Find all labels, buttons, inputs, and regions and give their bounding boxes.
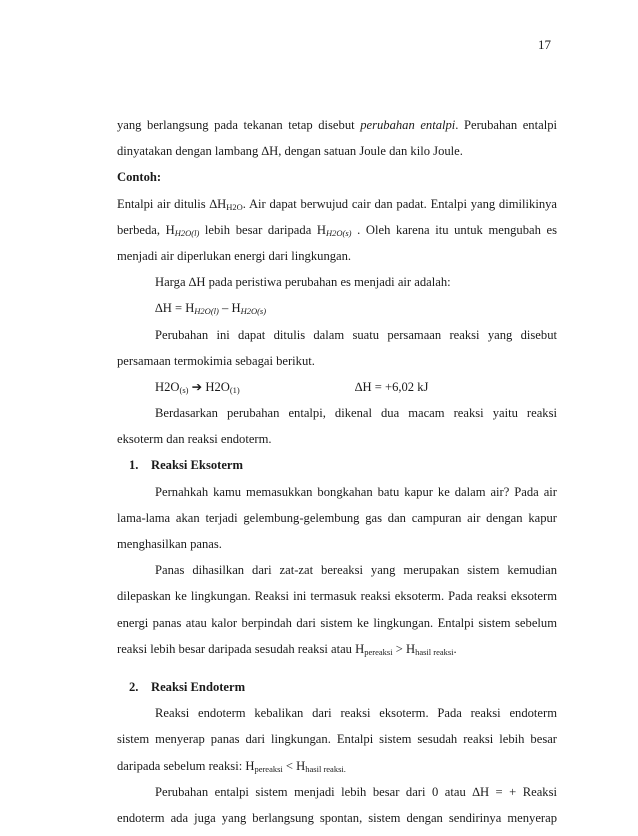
section-title: Reaksi Endoterm (151, 679, 246, 694)
paragraph-line: Perubahan entalpi sistem menjadi lebih besar dari 0 atau ∆H = + Reaksi (155, 784, 557, 799)
subscript: H2O (226, 201, 243, 212)
paragraph-line: endoterm ada juga yang berlangsung spontan, sistem dengan sendirinya menyerap (117, 810, 557, 825)
paragraph-line: lama-lama akan terjadi gelembung-gelembung gas dan campuran air dengan kapur (117, 510, 557, 525)
formula-line (117, 300, 557, 326)
subscript: hasil reaksi (415, 646, 454, 657)
text-segment: Entalpi air ditulis ∆H (117, 196, 227, 211)
section-heading-eksoterm (117, 457, 557, 483)
paragraph-line (117, 758, 557, 784)
text-segment: daripada sebelum reaksi: H (117, 758, 255, 773)
subscript: hasil reaksi. (305, 763, 346, 774)
equation-line (117, 379, 557, 405)
text-segment: > H (392, 641, 416, 656)
text-segment: . Oleh karena itu untuk mengubah es (351, 222, 558, 237)
paragraph-line: Reaksi endoterm kebalikan dari reaksi eksoterm. Pada reaksi endoterm (155, 706, 557, 721)
paragraph-line (117, 641, 557, 667)
subscript: (s) (179, 384, 189, 395)
paragraph-line: Perubahan ini dapat ditulis dalam suatu persamaan reaksi yang disebut (155, 327, 557, 342)
paragraph-line: dinyatakan dengan lambang ∆H, dengan satuan Joule dan kilo Joule. (117, 144, 463, 159)
section-title: Reaksi Eksoterm (151, 458, 243, 473)
contoh-label: Contoh: (117, 170, 162, 185)
paragraph-line (117, 117, 557, 143)
paragraph-line: energi panas atau kalor berpindah dari sistem ke lingkungan. Entalpi sistem sebelum (117, 615, 557, 630)
subscript: H2O(l) (174, 227, 200, 238)
paragraph-line: Panas dihasilkan dari zat-zat bereaksi yang merupakan sistem kemudian (155, 563, 557, 578)
paragraph-line: Berdasarkan perubahan entalpi, dikenal dua macam reaksi yaitu reaksi (155, 406, 557, 421)
text-segment: lebih besar daripada H (199, 222, 327, 237)
text-segment: . Air dapat berwujud cair dan padat. Entalpi yang dimilikinya (242, 196, 557, 211)
text-segment: ∆H = H (155, 301, 195, 316)
text-segment: . Perubahan entalpi (455, 118, 557, 132)
subscript: H2O(s) (326, 227, 352, 238)
paragraph-line: eksoterm dan reaksi endoterm. (117, 432, 272, 447)
subscript: H2O(l) (194, 306, 219, 317)
paragraph-line (117, 222, 557, 248)
subscript: (1) (229, 384, 240, 395)
text-segment: ∆H = +6,02 kJ (354, 379, 429, 394)
paragraph-line: sistem menyerap panas dari lingkungan. Entalpi sistem sesudah reaksi lebih besar (117, 732, 557, 747)
text-segment: – H (218, 301, 241, 316)
paragraph-line: Harga ∆H pada peristiwa perubahan es menjadi air adalah: (155, 275, 451, 290)
paragraph-line: menjadi air diperlukan energi dari lingkungan. (117, 248, 352, 263)
paragraph-line: menghasilkan panas. (117, 537, 222, 551)
section-heading-endoterm (117, 679, 557, 705)
subscript: H2O(s) (240, 306, 267, 317)
text-segment: . (453, 641, 457, 656)
text-segment: H2O (155, 379, 180, 394)
section-number: 2. (129, 679, 139, 694)
italic-term: perubahan entalpi (360, 118, 456, 132)
paragraph-line: persamaan termokimia sebagai berikut. (117, 353, 315, 368)
page-content (117, 117, 557, 836)
paragraph-line: Pernahkah kamu memasukkan bongkahan batu kapur ke dalam air? Pada air (155, 484, 557, 499)
text-segment: < H (282, 758, 306, 773)
subscript: pereaksi (364, 646, 393, 657)
arrow-icon: ➔ (191, 379, 203, 394)
section-number: 1. (129, 458, 139, 473)
text-segment: reaksi lebih besar daripada sesudah reaksi atau H (117, 641, 365, 656)
paragraph-line (117, 196, 557, 222)
text-segment: berbeda, H (117, 222, 175, 237)
subscript: pereaksi (254, 763, 283, 774)
text-segment: yang berlangsung pada tekanan tetap disebut (117, 118, 361, 132)
text-segment: H2O (202, 379, 230, 394)
page-number: 17 (538, 37, 551, 52)
paragraph-line: dilepaskan ke lingkungan. Reaksi ini termasuk reaksi eksoterm. Pada reaksi eksoterm (117, 589, 557, 604)
